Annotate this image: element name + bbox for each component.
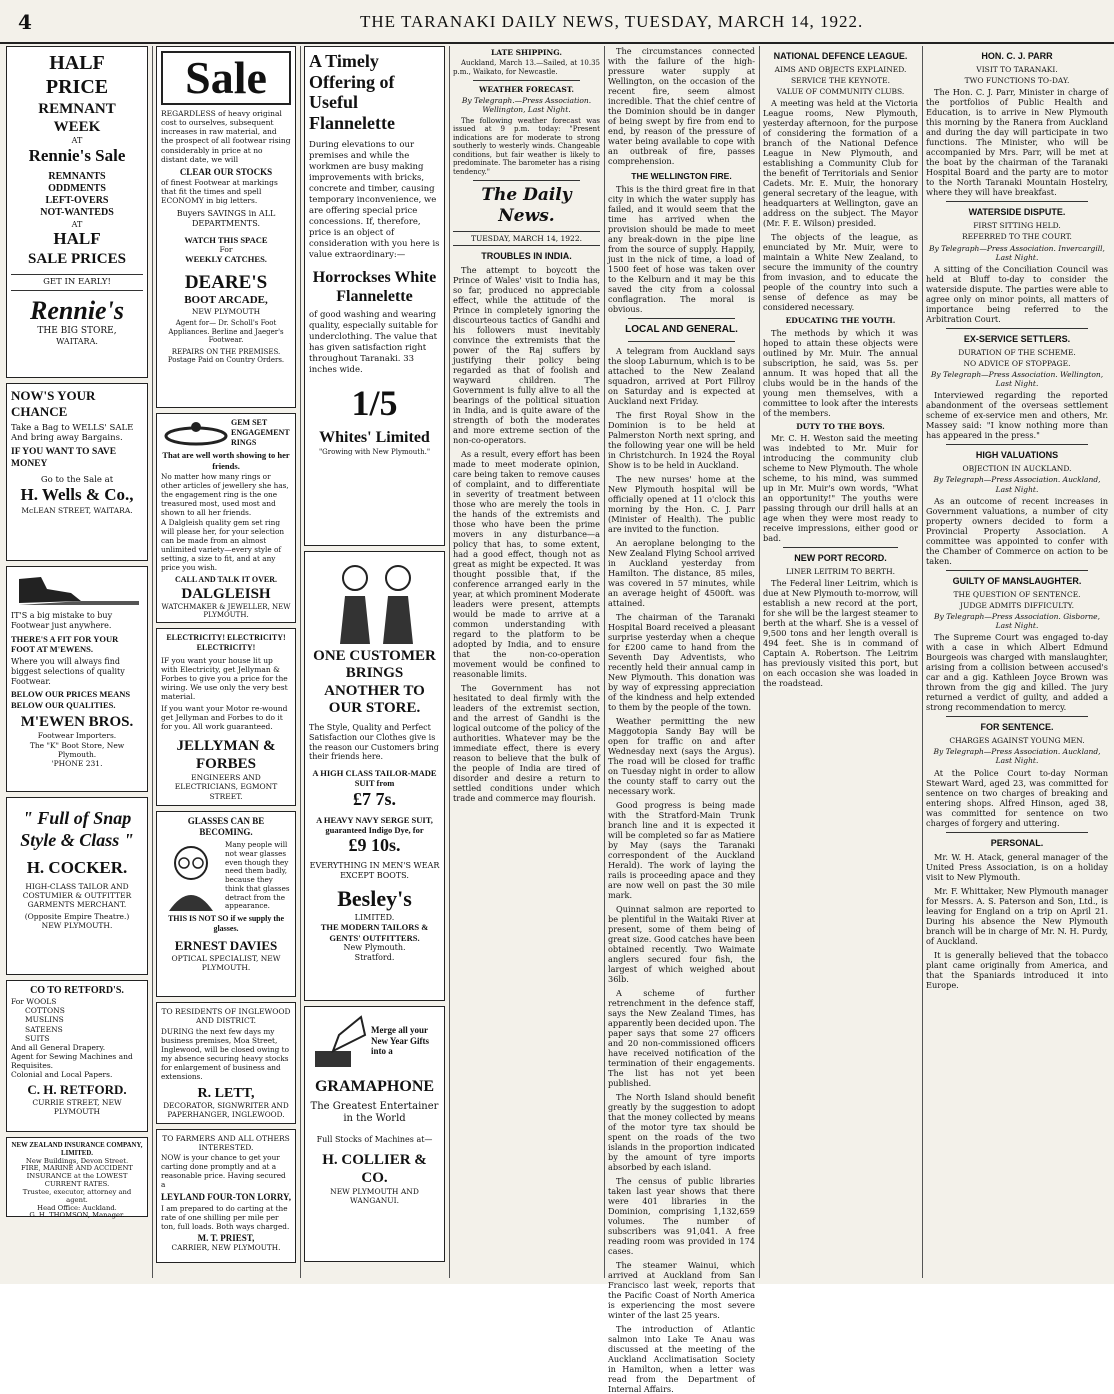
ad-text: Rennie's <box>30 295 124 325</box>
ad-text: NEW PLYMOUTH. <box>41 921 113 931</box>
article-paragraph: It is generally believed that the tobacco plant came originally from America, and that the Spaniards introduced it into Europe. <box>926 949 1108 990</box>
settlers-byline: By Telegraph—Press Association. Wellington, Last Night. <box>930 370 1104 389</box>
ad-text: IF you want your house lit up with Electricity, get Jellyman & Forbes to give you a price for the wiring. We use only the very best material. <box>161 655 288 702</box>
sentence-byline: By Telegraph—Press Association. Auckland, Last Night. <box>933 747 1101 766</box>
ad-text: NOW is your chance to get your carting done promptly and at a reasonable price. Having secured a <box>161 1153 286 1189</box>
ad-text: THERE'S A FIT FOR YOUR FOOT AT M'EWENS. <box>11 633 119 654</box>
ad-text: H. COCKER. <box>26 857 128 877</box>
besleys-ad <box>304 551 445 1001</box>
ad-text: £9 10s. <box>348 835 401 856</box>
ad-text: Sale <box>161 51 291 105</box>
ad-text: DEARE'S <box>184 271 268 293</box>
ad-text: "Growing with New Plymouth." <box>318 447 431 456</box>
ad-text: NEW ZEALAND INSURANCE COMPANY, LIMITED. <box>11 1142 143 1157</box>
editorial-masthead: The Daily News. <box>481 185 572 227</box>
news-column-6 <box>763 46 918 1278</box>
insurance-ad <box>6 1137 148 1220</box>
ad-text: REPAIRS ON THE PREMISES. Postage Paid on Country Orders. <box>167 347 285 365</box>
ad-text: HALF <box>49 52 105 74</box>
article-paragraph: A telegram from Auckland says the sloop Laburnum, which is to be attached to the New Zealand squadron, arrived at Port Fillroy on Saturday and is expected at Auckland next Friday. <box>608 345 755 406</box>
column-divider <box>759 46 760 1278</box>
ad-text: THE MODERN TAILORS & GENTS' OUTFITTERS. <box>320 922 429 943</box>
ad-text: Buyers SAVINGS in ALL DEPARTMENTS. <box>176 209 276 228</box>
ad-text: A HIGH CLASS TAILOR-MADE SUIT from <box>312 768 437 789</box>
ring-icon <box>161 420 231 446</box>
article-paragraph: Mr. F. Whittaker, New Plymouth manager for Messrs. A. S. Paterson and Son, Ltd., is leaving for England on a trip on April 21. During his absence the New Plymouth branch will be in charge of Mr. N. H. Purdy, of Auckland. <box>926 885 1108 946</box>
waterside-subhead: REFERRED TO THE COURT. <box>962 232 1072 242</box>
ad-text: During elevations to our premises and while the workmen are busy making improvements with bricks, concrete and timber, causing temporary inconvenience, we are offering special price concessions. If, therefore, price is an object of consideration with you here is value extraordinary:— <box>309 139 440 261</box>
ad-text: DURING the next few days my business premises, Moa Street, Inglewood, will be closed owing to my absence securing heavy stocks for enlargement of business and extensions. <box>161 1027 289 1081</box>
ad-text: of finest Footwear at markings that fit the times and spell ECONOMY in big letters. <box>161 177 278 206</box>
ad-text: LIMITED. <box>354 912 395 922</box>
sentence-headline: FOR SENTENCE. <box>980 722 1054 733</box>
ad-text: EVERYTHING IN MEN'S WEAR EXCEPT BOOTS. <box>309 861 440 881</box>
manslaughter-headline: GUILTY OF MANSLAUGHTER. <box>952 575 1082 586</box>
defence-subhead: SERVICE THE KEYNOTE. <box>791 76 890 86</box>
article-paragraph: A scheme of further retrenchment in the defence staff, says the New Zealand Times, has apparently been decided upon. The paper says that some 27 officers and 20 non-commissioned officers have received notification of the termination of their engagements. The list has not yet been published. <box>608 987 755 1088</box>
ad-text: Where you will always find biggest selections of quality Footwear. <box>11 657 125 686</box>
divider <box>628 318 735 319</box>
ads-column-2 <box>156 46 296 1278</box>
news-column-5 <box>608 46 755 1394</box>
boot-icon <box>11 571 141 609</box>
waterside-headline: WATERSIDE DISPUTE. <box>968 207 1066 218</box>
article-paragraph: The Hon. C. J. Parr, Minister in charge of the portfolios of Public Health and Education, is to arrive in New Plymouth this morning by the Ranera from Auckland and during the day will participate in two functions. The Minister, who will be accompanied by Mrs. Parr, will be met at the boat by the chairman of the Taranaki Hospital Board and the party are to motor to the North Taranaki Mountain Hostelry, where they will have breakfast. <box>926 87 1108 198</box>
port-record-headline: NEW PORT RECORD. <box>794 552 887 563</box>
ad-text: Horrockses White Flannelette <box>312 269 437 305</box>
ad-text: A HEAVY NAVY SERGE SUIT, guaranteed Indigo Dye, for <box>316 814 433 836</box>
article-paragraph: Weather permitting the new Maggotopia Sandy Bay will be open for traffic on and after Wednesday next (says the Argus). The road will be closed for traffic on Tuesday night in order to allow the county staff to carry out the necessary work. <box>608 715 755 796</box>
ad-text: M'EWEN BROS. <box>20 714 134 731</box>
ad-text: REMNANT <box>38 100 116 117</box>
valuations-byline: By Telegraph—Press Association. Auckland, Last Night. <box>933 475 1101 494</box>
ads-column-1 <box>6 46 148 1278</box>
divider <box>946 201 1088 202</box>
masthead <box>0 0 1114 44</box>
article-paragraph: Interviewed regarding the reported abandonment of the overseas settlement scheme of ex-service men and others, Mr. Massey said: "I know nothing more than has appeared in the press." <box>926 390 1108 441</box>
ads-column-3 <box>304 46 445 1278</box>
ad-text: WEEKLY CATCHES. <box>185 254 267 265</box>
jellyman-ad <box>156 628 296 806</box>
settlers-subhead: NO ADVICE OF STOPPAGE. <box>963 358 1071 368</box>
portrait-icon <box>161 841 221 911</box>
lett-ad <box>156 1002 296 1124</box>
defence-subhead: AIMS AND OBJECTS EXPLAINED. <box>774 64 907 74</box>
divider <box>628 341 735 342</box>
ad-text: Rennie's Sale <box>28 146 126 166</box>
article-paragraph: A sitting of the Conciliation Council was held at Bluff to-day to consider the waterside dispute. The parties were able to agree only on minor points, all matters of importance being referred to the Arbitration Court. <box>926 263 1108 324</box>
article-paragraph: Quinnat salmon are reported to be plentiful in the Waitaki River at present, some of them being of great size. Good catches have been obtained recently. Two Waimate anglers secured four fish, the largest of which weighed about 36lb. <box>608 903 755 984</box>
article-paragraph: As a result, every effort has been made to meet moderate opinion, care being taken to remove causes of complaint, and to differentiate in severity of treatment between those who are merely the tools in the hands of the extremists and those who have been the prime movers in any disturbance—a policy that has, to some extent, had a good effect, though not as great as might be expected. It was thought possible that, if the conference arranged early in the year, at which prominent Moderate leaders were present, attempts would be made to arrive at a common understanding with regard to the platform to be adopted by India, and to ensure that the non-co-operation movement would be confined to reasonable limits. <box>453 448 600 679</box>
ad-text: Merge all your New Year Gifts into a <box>371 1024 429 1057</box>
article-paragraph: The census of public libraries taken last year shows that there were 401 libraries in the Dominion, comprising 1,132,659 volumes. The number of subscribers was 91,041. A free reading room was provided in 174 cases. <box>608 1175 755 1256</box>
ad-text: NOW'S YOUR CHANCE <box>11 388 96 419</box>
article-paragraph: The new nurses' home at the New Plymouth hospital will be officially opened at 11 o'clock this morning by the Hon. C. J. Parr (Minister of Health). The public are invited to the function. <box>608 473 755 534</box>
cocker-ad <box>6 797 148 975</box>
ad-text: A Dalgleish quality gem set ring will please her, for your selection can be made from an almost unlimited variety—every style of setting, a size to fit, and at any price you wish. <box>161 518 285 572</box>
article-paragraph: The objects of the league, as enunciated by Mr. Muir, were to maintain a White New Zealand, to secure the immunity of the country from invasion, and to educate the people of the country into such a sense of defence as may be considered necessary. <box>763 232 918 313</box>
ad-text: Full Stocks of Machines at— <box>316 1134 433 1144</box>
wells-ad <box>6 383 148 561</box>
ad-text: NEW PLYMOUTH <box>191 307 261 317</box>
ad-text: ERNEST DAVIES <box>174 937 278 953</box>
sentence-subhead: CHARGES AGAINST YOUNG MEN. <box>949 736 1085 746</box>
ad-text: 'PHONE 231. <box>51 758 103 768</box>
valuations-headline: HIGH VALUATIONS <box>975 450 1059 461</box>
educating-subhead: EDUCATING THE YOUTH. <box>785 316 896 326</box>
ad-text: GET IN EARLY! <box>11 274 143 290</box>
divider <box>946 328 1088 329</box>
retford-ad <box>6 980 148 1132</box>
news-column-7 <box>926 46 1108 1278</box>
ad-text: GEM SET ENGAGEMENT RINGS <box>231 418 290 447</box>
divider <box>783 547 898 548</box>
ad-text: HIGH-CLASS TAILOR AND COSTUMIER & OUTFITTER GARMENTS MERCHANT. <box>22 881 132 909</box>
ad-text: M. T. PRIEST, <box>197 1233 255 1244</box>
manslaughter-byline: By Telegraph—Press Association. Gisborne, Last Night. <box>934 611 1100 631</box>
weather-title: WEATHER FORECAST. <box>478 85 574 95</box>
settlers-headline: EX-SERVICE SETTLERS. <box>963 333 1071 344</box>
gramaphone-header <box>309 1011 440 1071</box>
ring-banner <box>161 418 291 447</box>
article-paragraph: Mr. W. H. Atack, general manager of the United Press Association, is on a holiday visit to New Plymouth. <box>926 851 1108 882</box>
deares-ad <box>156 46 296 408</box>
ad-text: H. COLLIER & CO. <box>322 1151 427 1186</box>
late-shipping-title: LATE SHIPPING. <box>491 48 562 57</box>
ad-text: G. H. THOMSON, Manager. <box>29 1211 125 1220</box>
ad-text: WEEK <box>53 119 101 136</box>
weather-byline: By Telegraph.—Press Association. Wellington, Last Night. <box>461 96 592 115</box>
ad-text: Stratford. <box>354 952 395 962</box>
ad-text: FIRE, MARINE AND ACCIDENT INSURANCE at the LOWEST CURRENT RATES. <box>21 1164 133 1189</box>
ad-text: CURRIE STREET, NEW PLYMOUTH <box>32 1098 122 1117</box>
ad-text: ODDMENTS <box>48 183 106 195</box>
ad-text: GRAMAPHONE <box>314 1078 435 1095</box>
ad-text: The "K" Boot Store, New Plymouth. <box>29 740 125 759</box>
weather-text: The following weather forecast was issued at 9 p.m. today: "Present indications are for moderate to strong southerly to westerly winds. Changeable conditions, but fair weather is likely to predominate. The barometer has a rising tendency." <box>453 116 600 176</box>
ad-text: CARRIER, NEW PLYMOUTH. <box>171 1243 281 1253</box>
ad-text: Take a Bag to WELLS' SALE <box>11 422 134 433</box>
manslaughter-subhead: THE QUESTION OF SENTENCE. <box>953 589 1081 599</box>
article-paragraph: The Supreme Court was engaged to-day with a case in which Albert Edmund Bourgeois was charged with manslaughter, arising from a collision between accused's car and a gig. Kathleen Joyce Brown was thrown from the gig and killed. The jury returned a verdict of guilty, and added a strong recommendation to mercy. <box>926 632 1108 713</box>
ad-text: Agent for Sewing Machines and Requisites. <box>11 1052 133 1071</box>
article-paragraph: A meeting was held at the Victoria League rooms, New Plymouth, yesterday afternoon, for the purpose of considering the formation of a branch of the National Defence League in New Plymouth, and establishing a Community Club for the benefit of Territorials and Senior Cadets. Mr. E. Muir, the honorary general secretary of the league, with headquarters at Wellington, gave an address on the subject. The Mayor (Mr. F. E. Wilson) presided. <box>763 98 918 229</box>
ad-text: Go to the Sale at <box>40 474 114 485</box>
ad-text: ONE CUSTOMER BRINGS ANOTHER TO OUR STORE. <box>313 648 436 716</box>
gramaphone-icon <box>309 1011 367 1071</box>
defence-headline: NATIONAL DEFENCE LEAGUE. <box>773 51 908 61</box>
ad-text: And all General Drapery. <box>11 1042 106 1052</box>
ad-text: McLEAN STREET, WAITARA. <box>21 505 133 515</box>
ad-text: If you want your Motor re-wound get Jellyman and Forbes to do it for you. All work guaranteed. <box>161 704 288 732</box>
column-divider <box>449 46 450 1278</box>
news-column-4 <box>453 46 600 1278</box>
ad-text: C. H. RETFORD. <box>27 1082 127 1098</box>
divider <box>946 832 1088 833</box>
waterside-subhead: FIRST SITTING HELD. <box>973 221 1061 231</box>
ad-text: And bring away Bargains. <box>11 433 123 444</box>
ad-text: BELOW OUR PRICES MEANS BELOW OUR QUALITIES. <box>11 689 131 710</box>
davies-ad <box>156 811 296 997</box>
personal-headline: PERSONAL. <box>990 837 1044 848</box>
davies-body <box>161 841 291 911</box>
ad-text: For WOOLS <box>11 997 57 1007</box>
column-divider <box>604 46 605 1278</box>
ad-text: NEW PLYMOUTH AND WANGANUI. <box>330 1187 419 1206</box>
ad-text: LEFT-OVERS <box>45 195 109 207</box>
ad-text: MUSLINS <box>25 1015 64 1025</box>
ad-text: 1/5 <box>351 383 398 424</box>
ad-text: Colonial and Local Papers. <box>11 1070 113 1080</box>
whites-ad <box>304 46 445 546</box>
ad-text: H. Wells & Co., <box>20 484 134 504</box>
ad-text: CALL AND TALK IT OVER. <box>174 574 278 584</box>
divider <box>946 444 1088 445</box>
fire-headline: THE WELLINGTON FIRE. <box>631 171 732 181</box>
article-paragraph: The circumstances connected with the failure of the high-pressure water supply at Wellington, on the occasion of the recent fire, seem almost incredible. That the chief centre of the Dominion should be in danger of being swept by fire from end to end, by reason of the pressure of water being available to cope with an outbreak of fire, passes comprehension. <box>608 46 755 166</box>
ad-text: of good washing and wearing quality, especially suitable for underclothing. The value that has given satisfaction right throughout Taranaki. 33 inches wide. <box>309 310 438 376</box>
column-divider <box>922 46 923 1278</box>
ad-text: GLASSES CAN BE BECOMING. <box>187 816 265 837</box>
ad-text: OPTICAL SPECIALIST, NEW PLYMOUTH. <box>171 953 281 972</box>
manslaughter-subhead: JUDGE ADMITS DIFFICULTY. <box>960 600 1074 610</box>
page-title: THE TARANAKI DAILY NEWS, TUESDAY, MARCH 14, 1922. <box>360 12 864 31</box>
ad-text: Style & Class " <box>20 829 134 850</box>
divider <box>946 570 1088 571</box>
ad-text: WATCHMAKER & JEWELLER, NEW PLYMOUTH. <box>161 602 291 620</box>
valuations-subhead: OBJECTION IN AUCKLAND. <box>962 464 1072 474</box>
ad-text: " Full of Snap <box>22 808 132 828</box>
editorial-dateline: TUESDAY, MARCH 14, 1922. <box>453 231 600 246</box>
ad-text: (Opposite Empire Theatre.) <box>24 912 130 922</box>
article-paragraph: The methods by which it was hoped to attain these objects were outlined by Mr. Muir. The annual subscription, he said, was 5s. per annum. It was hoped that all the clubs would be in the hands of the young men themselves, with a committee to look after the interests of the members. <box>763 327 918 418</box>
ad-text: No matter how many rings or other articles of jewellery she has, the engagement ring is the one treasured most, used most and shown to all her friends. <box>161 471 289 517</box>
waterside-byline: By Telegraph—Press Association. Invercargill, Last Night. <box>929 243 1105 262</box>
ad-text: REMNANTS <box>48 170 106 182</box>
article-paragraph: The attempt to boycott the Prince of Wales' visit to India has, so far, produced no appreciable effect, while the attitude of the Prince in completely ignoring the discourteous tactics of Gandhi and his followers must inevitably convince the extremists that the power of the Raj suffers by justifying their policy being regarded as that of foolish and wayward children. The Government is fully alive to all the bearings of the political situation in India, and is quite aware of the strength of both the moderates and more extreme section of the non-co-operators. <box>453 264 600 445</box>
ad-text: BOOT ARCADE, <box>184 293 268 306</box>
ad-text: IF YOU WANT TO SAVE MONEY <box>11 447 117 470</box>
priest-ad <box>156 1129 296 1263</box>
ad-text: A Timely Offering of Useful Flannelette <box>309 51 395 134</box>
article-paragraph: The first Royal Show in the Dominion is to be held at Palmerston North next spring, and the following year one will be held in Christchurch. In 1924 the Royal Show is to be held in Auckland. <box>608 409 755 470</box>
ad-text: New Plymouth. <box>343 943 406 953</box>
defence-subhead: VALUE OF COMMUNITY CLUBS. <box>776 87 905 97</box>
ad-text: THE BIG STORE, <box>37 326 117 337</box>
column-divider <box>300 46 301 1278</box>
article-paragraph: As an outcome of recent increases in Government valuations, a number of city property owners decided to form a Provincial Property Association. A committee was appointed to confer with the Chamber of Commerce on action to be taken. <box>926 495 1108 566</box>
article-paragraph: The Federal liner Leitrim, which is due at New Plymouth to-morrow, will establish a new record at the port, for she will be the largest steamer to berth at the wharf. She is a vessel of 9,500 tons and her length overall is 494 feet. She is in command of Captain A. Robertson. The Leitrim has previously visited this port, but on each occasion she was loaded in the roadstead. <box>763 577 918 688</box>
ad-text: THIS IS NOT SO if we supply the glasses. <box>167 914 285 933</box>
article-paragraph: This is the third great fire in that city in which the water supply has failed, and it would seem that the time has arrived when the provision should be made to meet any break-down in the pipe line from the source of supply. Happily, just in the nick of time, a load of 1500 feet of hose was taken over to the Kelburn and it may be this saved the city from a colossal conflagration. The moral is obvious. <box>608 184 755 315</box>
late-shipping-text: Auckland, March 13.—Sailed, at 10.35 p.m., Waikato, for Newcastle. <box>453 59 600 76</box>
article-paragraph: The Government has not hesitated to deal firmly with the leaders of the extremist section, and the arrest of Gandhi is the logical outcome of the policy of the authorities. Whatever may be the immediate effect, there is every reason to believe that the bulk of the people of India are tired of disorder and desire a return to settled conditions under which trade and commerce may flourish. <box>453 682 600 803</box>
illustration-figures <box>310 556 440 646</box>
article-paragraph: Good progress is being made with the Stratford-Main Trunk branch line and it is expected it will be completed so far as Matiere by May (says the Taranaki correspondent of the Auckland Herald). The work of laying the rails is proceeding apace and they are now well on past the 30 mile mark. <box>608 799 755 900</box>
ad-text: LEYLAND FOUR-TON LORRY, <box>161 1191 291 1202</box>
ad-text: CO TO RETFORD'S. <box>30 985 124 996</box>
ad-text: DECORATOR, SIGNWRITER AND PAPERHANGER, INGLEWOOD. <box>163 1100 289 1119</box>
article-paragraph: The steamer Wainui, which arrived at Auckland from San Francisco last week, reports that the Pacific Coast of North America is experiencing the most severe winter of the last 25 years. <box>608 1259 755 1320</box>
rennie-ad <box>6 46 148 378</box>
ad-text: £7 7s. <box>352 788 396 809</box>
parr-headline: HON. C. J. PARR <box>981 51 1053 61</box>
divider <box>473 180 580 181</box>
ad-text: That are well worth showing to her friends. <box>162 450 290 471</box>
ad-text: COTTONS <box>25 1006 65 1016</box>
ad-text: Footwear Importers. <box>37 731 117 741</box>
article-paragraph: The introduction of Atlantic salmon into Lake Te Anau was discussed at the meeting of the Auckland Acclimatisation Society in Hamilton, when a letter was read from the Department of Internal Affairs. <box>608 1323 755 1394</box>
article-paragraph: The chairman of the Taranaki Hospital Board received a pleasant surprise yesterday when a cheque for £200 came to hand from the Seventh Day Adventists, who recently held their annual camp in New Plymouth. This donation was by way of expressing appreciation of the kindness and help extended to them by the people of the town. <box>608 611 755 712</box>
ad-text: REGARDLESS of heavy original cost to ourselves, subsequent increases in raw material, and the prospect of all footwear rising considerably in price at no distant date, we will <box>161 109 291 164</box>
article-paragraph: The North Island should benefit greatly by the suggestion to adopt that the money collected by means of the motor tyre tax should be spent on the roads of the two islands in the proportion indicated by the amount of tyre imports absorbed by each island. <box>608 1091 755 1172</box>
ad-text: ELECTRICITY! ELECTRICITY! ELECTRICITY! <box>166 633 286 652</box>
ad-text: IT'S a big mistake to buy Footwear just anywhere. <box>11 611 113 630</box>
article-paragraph: Mr. C. H. Weston said the meeting was indebted to Mr. Muir for introducing the community club scheme to New Plymouth. The whole scheme, to his mind, was summed up in Mr. Muir's own words, "What an opportunity!" The youths were passing through our drill halls at an age when they were most ready to receive impressions, either good or bad. <box>763 432 918 543</box>
ad-text: ENGINEERS AND ELECTRICIANS, EGMONT STREET. <box>174 773 278 801</box>
ad-text: SALE PRICES <box>28 251 126 268</box>
parr-subhead: VISIT TO TARANAKI. <box>976 64 1058 74</box>
ad-text: DALGLEISH <box>181 585 271 602</box>
article-paragraph: At the Police Court to-day Norman Stewart Ward, aged 23, was committed for sentence on two charges of breaking and entering shops. Alfred Hinson, aged 38, was committed for sentence on two charges of forgery and uttering. <box>926 767 1108 828</box>
ad-text: Head Office: Auckland. <box>37 1203 117 1212</box>
port-record-subhead: LINER LEITRIM TO BERTH. <box>785 566 896 576</box>
ad-text: NOT-WANTEDS <box>40 207 114 219</box>
column-divider <box>152 46 153 1278</box>
ad-text: The Greatest Entertainer in the World <box>310 1100 439 1124</box>
ad-text: Agent for— Dr. Scholl's Foot Appliances. Berline and Jaeger's Footwear. <box>168 319 284 345</box>
ad-text: WATCH THIS SPACE <box>184 234 268 245</box>
ad-text: TO FARMERS AND ALL OTHERS INTERESTED. <box>162 1134 290 1153</box>
ad-text: PRICE <box>45 76 109 99</box>
mcewen-ad <box>6 566 148 792</box>
ad-text: AT <box>71 136 83 146</box>
ad-text: CLEAR OUR STOCKS <box>179 166 273 177</box>
ad-text: JELLYMAN & FORBES <box>176 737 276 772</box>
divider <box>473 80 580 81</box>
ad-text: Besley's <box>337 885 412 911</box>
ad-text: I am prepared to do carting at the rate of one shilling per mile per ton, full loads. Both ways charged. <box>161 1203 290 1231</box>
dalgleish-ad <box>156 413 296 623</box>
ad-text: SUITS <box>25 1033 50 1043</box>
ad-text: Many people will not wear glasses even though they need them badly, because they think that glasses detract from the appearance. <box>225 839 290 911</box>
ad-text: WAITARA. <box>56 337 98 347</box>
duty-subhead: DUTY TO THE BOYS. <box>796 421 885 431</box>
india-headline: TROUBLES IN INDIA. <box>481 250 572 261</box>
ad-text: The Style, Quality and Perfect Satisfaction our Clothes give is the reason our Customers bring their friends here. <box>309 723 439 762</box>
ad-text: AT <box>71 219 83 229</box>
ad-text: SATEENS <box>25 1024 63 1034</box>
page-number: 4 <box>18 10 32 34</box>
ad-text: R. LETT, <box>197 1085 255 1101</box>
ad-text: New Buildings, Devon Street. <box>25 1156 129 1165</box>
settlers-subhead: DURATION OF THE SCHEME. <box>958 347 1076 357</box>
collier-ad <box>304 1006 445 1262</box>
local-general-headline: LOCAL AND GENERAL. <box>625 324 738 336</box>
divider <box>946 716 1088 717</box>
ad-text: For <box>219 245 233 255</box>
article-paragraph: An aeroplane belonging to the New Zealand Flying School arrived in Auckland yesterday from Hamilton. The distance, 85 miles, was covered in 57 minutes, while an average height of 4500ft. was attained. <box>608 537 755 608</box>
ad-text: TO RESIDENTS OF INGLEWOOD AND DISTRICT. <box>161 1007 291 1026</box>
ad-text: Trustee, executor, attorney and agent. <box>22 1187 132 1204</box>
parr-subhead: TWO FUNCTIONS TO-DAY. <box>964 76 1070 86</box>
ad-text: Whites' Limited <box>319 429 430 447</box>
ad-text: HALF <box>53 229 101 249</box>
